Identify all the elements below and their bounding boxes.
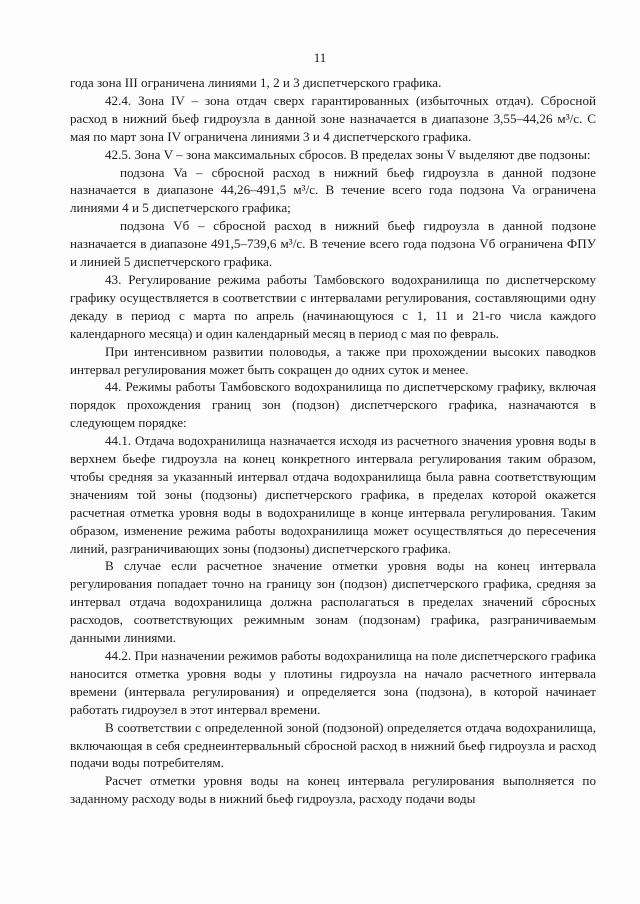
paragraph-43: 43. Регулирование режима работы Тамбовского водохранилища по диспетчерскому графику осуществляется в соответствии с интервалами регулирования, составляющими одну декаду в период с марта по апрель (начинающуюся с 1, 11 и 21-го числа каждого календарного месяца) и один календарный месяц в период с мая по февраль.: [70, 271, 596, 341]
paragraph-zone-output: В соответствии с определенной зоной (подзоной) определяется отдача водохранилища, включающая в себя среднеинтервальный сбросной расход в нижний бьеф гидроузла и расход подачи воды потребителям.: [70, 719, 596, 771]
paragraph-42-5: 42.5. Зона V – зона максимальных сбросов. В пределах зоны V выделяют две подзоны:: [105, 146, 591, 162]
paragraph-boundary-case: В случае если расчетное значение отметки уровня воды на конец интервала регулирования попадает точно на границу зон (подзон) диспетчерского графика, средняя за интервал отдача водохранилища должна располагаться в пределах значений сбросных расходов, соответствующих режимным зонам (подзонам) графика, разграничиваемым данными линиями.: [70, 558, 596, 646]
page-number: 11: [313, 50, 327, 65]
paragraph-44-1: 44.1. Отдача водохранилища назначается исходя из расчетного значения уровня воды в верхнем бьефе гидроузла на конец конкретного интервала регулирования таким образом, чтобы средняя за указанный интервал отдача водохранилища была равна соответствующим значениям той зоны (подзоны) диспетчерского графика, в пределах которой окажется расчетная отметка уровня воды в водохранилище в конце интервала регулирования. Таким образом, изменение режима работы водохранилища может осуществляться до пересечения линий, разграничивающих зоны (подзоны) диспетчерского графика.: [70, 433, 596, 556]
paragraph-44-2: 44.2. При назначении режимов работы водохранилища на поле диспетчерского графика наносится отметка уровня воды у плотины гидроузла на начало расчетного интервала времени (интервала регулирования) и определяется зона (подзона), в которой начинает работать гидроузел в этот интервал времени.: [70, 648, 596, 717]
paragraph-continuation: года зона III ограничена линиями 1, 2 и 3 диспетчерского графика.: [70, 75, 442, 90]
paragraph-level-calculation: Расчет отметки уровня воды на конец интервала регулирования выполняется по заданному расходу воды в нижний бьеф гидроузла, расходу подачи воды: [70, 773, 596, 807]
paragraph-subzone-vb: подзона Vб – сбросной расход в нижний бьеф гидроузла в данной подзоне назначается в диапазоне 491,5–739,6 м³/с. В течение всего года подзона Vб ограничена ФПУ и линией 5 диспетчерского графика.: [70, 218, 596, 270]
document-body: [70, 74, 596, 808]
paragraph-42-4: 42.4. Зона IV – зона отдач сверх гарантированных (избыточных отдач). Сбросной расход в нижний бьеф гидроузла в данной зоне назначается в диапазоне 3,55–44,26 м³/с. С мая по март зона IV ограничена линиями 3 и 4 диспетчерского графика.: [70, 92, 596, 144]
paragraph-44: 44. Режимы работы Тамбовского водохранилища по диспетчерскому графику, включая порядок прохождения границ зон (подзон) диспетчерского графика, назначаются в следующем порядке:: [70, 379, 596, 431]
paragraph-subzone-va: подзона Va – сбросной расход в нижний бьеф гидроузла в данной подзоне назначается в диапазоне 44,26–491,5 м³/с. В течение всего года подзона Va ограничена линиями 4 и 5 диспетчерского графика;: [70, 164, 596, 216]
paragraph-flood-note: При интенсивном развитии половодья, а также при прохождении высоких паводков интервал регулирования может быть сокращен до одних суток и менее.: [70, 343, 596, 377]
